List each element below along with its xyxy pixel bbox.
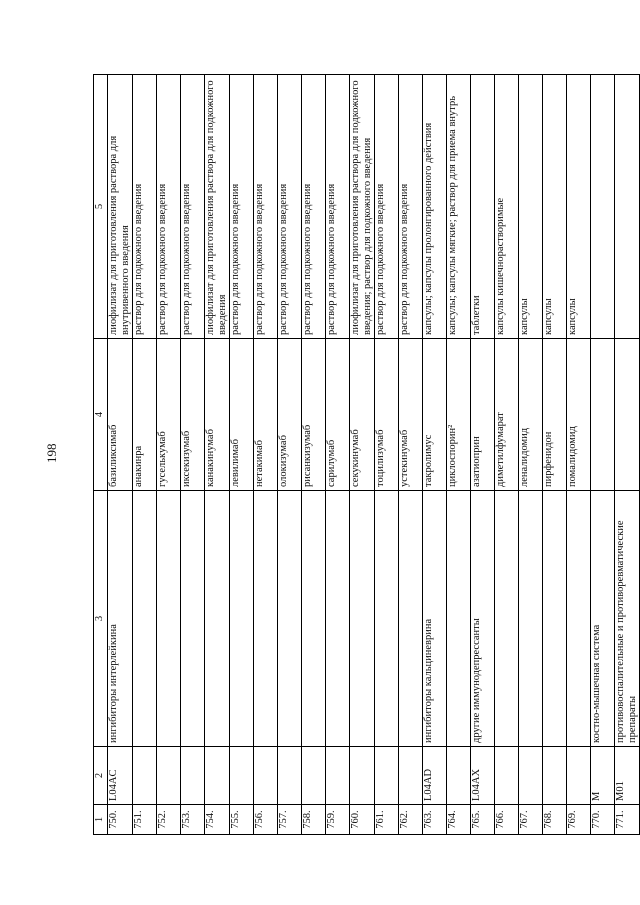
- atc-code-cell: L04AX: [471, 747, 495, 805]
- drug-name-cell: анакинра: [133, 339, 157, 491]
- row-number-cell: 757.: [278, 805, 302, 835]
- row-number-cell: 754.: [205, 805, 230, 835]
- group-cell: [230, 491, 254, 747]
- drug-name-cell: тоцилизумаб: [375, 339, 399, 491]
- table-row: [519, 75, 543, 835]
- table-body: [94, 75, 640, 835]
- column-header: 3: [94, 491, 108, 747]
- dosage-form-cell: капсулы кишечнорастворимые: [495, 75, 519, 339]
- atc-code-cell: [447, 747, 471, 805]
- group-cell: [181, 491, 205, 747]
- drug-name-cell: такролимус: [423, 339, 447, 491]
- table-row: [157, 75, 181, 835]
- atc-code-cell: [519, 747, 543, 805]
- atc-code-cell: [133, 747, 157, 805]
- page-number: 198: [44, 443, 59, 463]
- group-cell: [278, 491, 302, 747]
- atc-code-cell: [399, 747, 423, 805]
- table-row: [471, 75, 495, 835]
- drug-name-cell: [615, 339, 640, 491]
- atc-code-cell: [375, 747, 399, 805]
- row-number-cell: 769.: [567, 805, 591, 835]
- group-cell: [567, 491, 591, 747]
- table-row: [254, 75, 278, 835]
- drug-name-cell: азатиоприн: [471, 339, 495, 491]
- column-header: 5: [94, 75, 108, 339]
- dosage-form-cell: капсулы: [519, 75, 543, 339]
- row-number-cell: 765.: [471, 805, 495, 835]
- column-header: 1: [94, 805, 108, 835]
- dosage-form-cell: раствор для подкожного введения: [133, 75, 157, 339]
- dosage-form-cell: раствор для подкожного введения: [181, 75, 205, 339]
- group-cell: ингибиторы интерлейкина: [108, 491, 133, 747]
- atc-code-cell: [157, 747, 181, 805]
- table-row: [108, 75, 133, 835]
- row-number-cell: 767.: [519, 805, 543, 835]
- group-cell: противовоспалительные и противоревматические препараты: [615, 491, 640, 747]
- table-row: [230, 75, 254, 835]
- dosage-form-cell: капсулы: [567, 75, 591, 339]
- atc-code-cell: [495, 747, 519, 805]
- atc-code-cell: [567, 747, 591, 805]
- group-cell: [157, 491, 181, 747]
- drug-name-cell: иксекизумаб: [181, 339, 205, 491]
- group-cell: [447, 491, 471, 747]
- row-number-cell: 771.: [615, 805, 640, 835]
- dosage-form-cell: раствор для подкожного введения: [254, 75, 278, 339]
- table-row: [133, 75, 157, 835]
- group-cell: [133, 491, 157, 747]
- drug-name-cell: нетакимаб: [254, 339, 278, 491]
- drug-name-cell: секукинумаб: [350, 339, 375, 491]
- drug-name-cell: леналидомид: [519, 339, 543, 491]
- row-number-cell: 756.: [254, 805, 278, 835]
- dosage-form-cell: [615, 75, 640, 339]
- dosage-form-cell: лиофилизат для приготовления раствора для внутривенного введения: [108, 75, 133, 339]
- column-header: 2: [94, 747, 108, 805]
- drug-name-cell: канакинумаб: [205, 339, 230, 491]
- drug-name-cell: [591, 339, 615, 491]
- table-row: [543, 75, 567, 835]
- group-cell: другие иммунодепрессанты: [471, 491, 495, 747]
- dosage-form-cell: раствор для подкожного введения: [399, 75, 423, 339]
- row-number-cell: 752.: [157, 805, 181, 835]
- row-number-cell: 766.: [495, 805, 519, 835]
- row-number-cell: 762.: [399, 805, 423, 835]
- table-row: [399, 75, 423, 835]
- drug-name-cell: базиликсимаб: [108, 339, 133, 491]
- group-cell: ингибиторы кальциневрина: [423, 491, 447, 747]
- dosage-form-cell: раствор для подкожного введения: [326, 75, 350, 339]
- row-number-cell: 753.: [181, 805, 205, 835]
- group-cell: [543, 491, 567, 747]
- group-cell: [326, 491, 350, 747]
- group-cell: [205, 491, 230, 747]
- drug-name-cell: помалидомид: [567, 339, 591, 491]
- dosage-form-cell: капсулы: [543, 75, 567, 339]
- atc-code-cell: [181, 747, 205, 805]
- drug-name-cell: циклоспорин²: [447, 339, 471, 491]
- table-row: [615, 75, 640, 835]
- atc-code-cell: M: [591, 747, 615, 805]
- group-cell: [302, 491, 326, 747]
- drug-name-cell: пирфенидон: [543, 339, 567, 491]
- drug-name-cell: диметилфумарат: [495, 339, 519, 491]
- header-row: [94, 75, 108, 835]
- row-number-cell: 760.: [350, 805, 375, 835]
- atc-code-cell: [543, 747, 567, 805]
- table-row: [591, 75, 615, 835]
- drug-name-cell: рисанкизумаб: [302, 339, 326, 491]
- row-number-cell: 768.: [543, 805, 567, 835]
- row-number-cell: 750.: [108, 805, 133, 835]
- dosage-form-cell: лиофилизат для приготовления раствора для подкожного введения; раствор для подкожного введения: [350, 75, 375, 339]
- row-number-cell: 761.: [375, 805, 399, 835]
- group-cell: [375, 491, 399, 747]
- drug-name-cell: гуселькумаб: [157, 339, 181, 491]
- group-cell: [519, 491, 543, 747]
- dosage-form-cell: раствор для подкожного введения: [278, 75, 302, 339]
- dosage-form-cell: раствор для подкожного введения: [157, 75, 181, 339]
- group-cell: [495, 491, 519, 747]
- table-row: [375, 75, 399, 835]
- group-cell: [350, 491, 375, 747]
- dosage-form-cell: капсулы; капсулы пролонгированного действия: [423, 75, 447, 339]
- drug-name-cell: сарилумаб: [326, 339, 350, 491]
- row-number-cell: 770.: [591, 805, 615, 835]
- table-row: [423, 75, 447, 835]
- atc-code-cell: [326, 747, 350, 805]
- group-cell: [254, 491, 278, 747]
- table-row: [326, 75, 350, 835]
- table-row: [302, 75, 326, 835]
- drug-name-cell: олокизумаб: [278, 339, 302, 491]
- rotated-table-container: [93, 75, 638, 835]
- group-cell: [399, 491, 423, 747]
- table-row: [495, 75, 519, 835]
- row-number-cell: 759.: [326, 805, 350, 835]
- group-cell: костно-мышечная система: [591, 491, 615, 747]
- row-number-cell: 764.: [447, 805, 471, 835]
- atc-code-cell: [350, 747, 375, 805]
- drug-name-cell: левилимаб: [230, 339, 254, 491]
- table-row: [205, 75, 230, 835]
- atc-code-cell: [302, 747, 326, 805]
- dosage-form-cell: [591, 75, 615, 339]
- dosage-form-cell: раствор для подкожного введения: [375, 75, 399, 339]
- row-number-cell: 763.: [423, 805, 447, 835]
- atc-code-cell: [278, 747, 302, 805]
- dosage-form-cell: раствор для подкожного введения: [302, 75, 326, 339]
- atc-code-cell: [230, 747, 254, 805]
- atc-code-cell: L04AD: [423, 747, 447, 805]
- row-number-cell: 758.: [302, 805, 326, 835]
- dosage-form-cell: таблетки: [471, 75, 495, 339]
- table-row: [181, 75, 205, 835]
- atc-code-cell: L04AC: [108, 747, 133, 805]
- dosage-form-cell: капсулы; капсулы мягкие; раствор для приема внутрь: [447, 75, 471, 339]
- table-row: [278, 75, 302, 835]
- row-number-cell: 755.: [230, 805, 254, 835]
- table-row: [567, 75, 591, 835]
- atc-code-cell: [254, 747, 278, 805]
- column-header: 4: [94, 339, 108, 491]
- row-number-cell: 751.: [133, 805, 157, 835]
- drug-list-table: [93, 74, 640, 835]
- atc-code-cell: M01: [615, 747, 640, 805]
- atc-code-cell: [205, 747, 230, 805]
- table-row: [447, 75, 471, 835]
- table-row: [350, 75, 375, 835]
- drug-name-cell: устекинумаб: [399, 339, 423, 491]
- dosage-form-cell: лиофилизат для приготовления раствора для подкожного введения: [205, 75, 230, 339]
- dosage-form-cell: раствор для подкожного введения: [230, 75, 254, 339]
